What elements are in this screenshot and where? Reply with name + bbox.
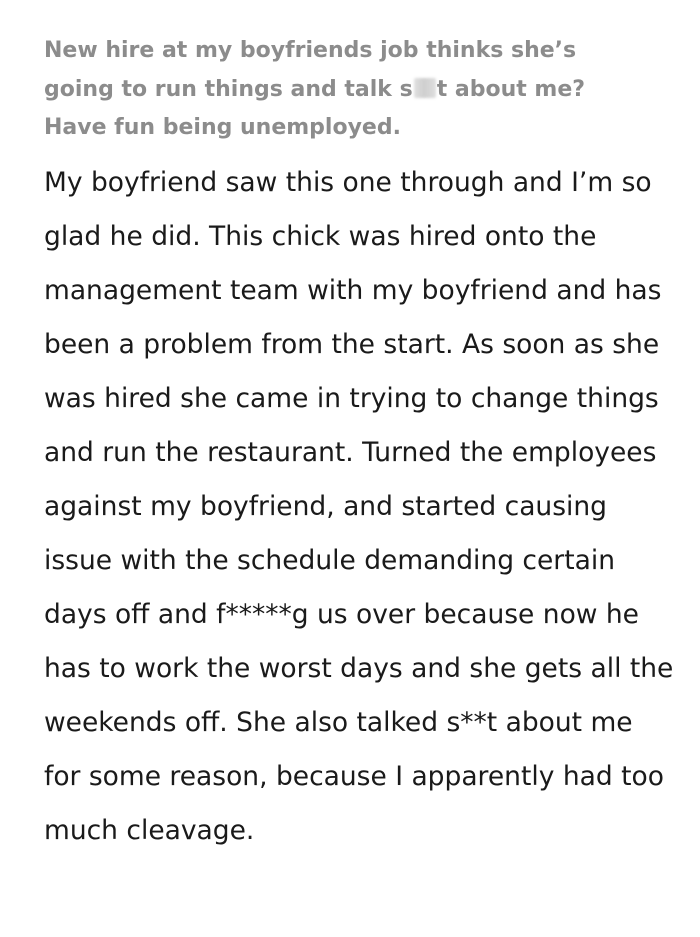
post-title-start: New hire at my boyfriends job thinks she’s going to run things and talk s	[44, 38, 577, 102]
post-body: My boyfriend saw this one through and I’m so glad he did. This chick was hired onto the management team with my boyfriend and has been a problem from the start. As soon as she was hired she came in trying to change things and run the restaurant. Turned the employees against my boyfriend, and started causing issue with the schedule demanding certain days off and f*****g us over because now he has to work the worst days and she gets all the weekends off. She also talked s**t about me for some reason, because I apparently had too much cleavage.	[44, 166, 674, 846]
post-title-end: t about me? Have fun being unemployed.	[44, 76, 586, 140]
censor-blur	[414, 78, 436, 98]
post-title	[44, 32, 644, 148]
